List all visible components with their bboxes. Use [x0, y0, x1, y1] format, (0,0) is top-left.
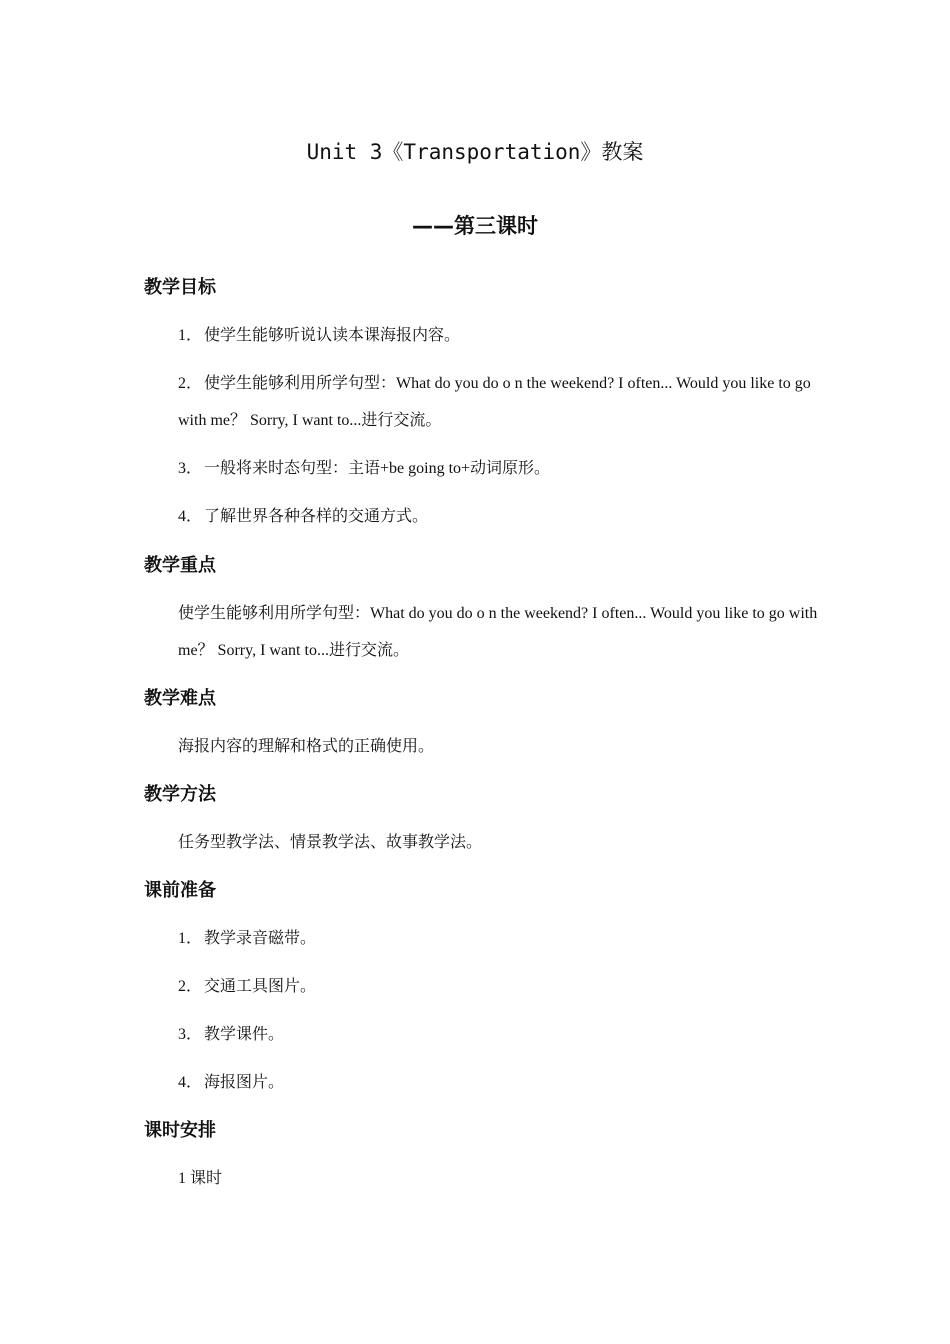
list-item-number: 4． — [178, 1074, 203, 1091]
list-item-number: 1． — [178, 930, 203, 947]
list-item-number: 3． — [178, 1026, 203, 1043]
list-item-text: 使学生能够利用所学句型：What do you do o n the weekend? I often... Would you like to go with me？ Sorry, I want to...进行交流。 — [178, 375, 811, 429]
list-item-number: 2． — [178, 978, 203, 995]
list-item — [178, 1064, 818, 1101]
section-paragraph-methods: 任务型教学法、情景教学法、故事教学法。 — [178, 834, 483, 851]
section-heading-preparation: 课前准备 — [144, 880, 216, 901]
list-item — [178, 968, 818, 1005]
list-item-text: 交通工具图片。 — [204, 978, 317, 995]
list-item — [178, 1016, 818, 1053]
list-item-text: 一般将来时态句型：主语+be going to+动词原形。 — [204, 460, 551, 477]
section-heading-difficulties: 教学难点 — [144, 688, 216, 709]
list-item-number: 3． — [178, 460, 203, 477]
section-heading-methods: 教学方法 — [144, 784, 216, 805]
list-item-text: 教学录音磁带。 — [204, 930, 317, 947]
section-paragraph-key-points: 使学生能够利用所学句型：What do you do o n the weekend? I often... Would you like to go with me？ Sorry, I want to...进行交流。 — [178, 605, 818, 659]
section-paragraph-difficulties: 海报内容的理解和格式的正确使用。 — [178, 738, 435, 755]
list-item-text: 海报图片。 — [204, 1074, 285, 1091]
list-item — [178, 450, 818, 487]
section-paragraph-schedule: 1 课时 — [178, 1170, 223, 1187]
list-item-number: 2． — [178, 375, 203, 392]
document-subtitle: ——第三课时 — [412, 214, 538, 238]
list-item-text: 了解世界各种各样的交通方式。 — [204, 508, 429, 525]
section-heading-schedule: 课时安排 — [144, 1120, 216, 1141]
document-title: Unit 3《Transportation》教案 — [306, 140, 644, 164]
section-heading-goals: 教学目标 — [144, 277, 216, 298]
list-item-number: 4． — [178, 508, 203, 525]
list-item — [178, 317, 818, 354]
list-item-text: 教学课件。 — [204, 1026, 285, 1043]
list-item-text: 使学生能够听说认读本课海报内容。 — [204, 327, 461, 344]
list-item-number: 1． — [178, 327, 203, 344]
section-heading-key-points: 教学重点 — [144, 555, 216, 576]
list-item — [178, 920, 818, 957]
list-item — [178, 498, 818, 535]
list-item — [178, 365, 818, 439]
